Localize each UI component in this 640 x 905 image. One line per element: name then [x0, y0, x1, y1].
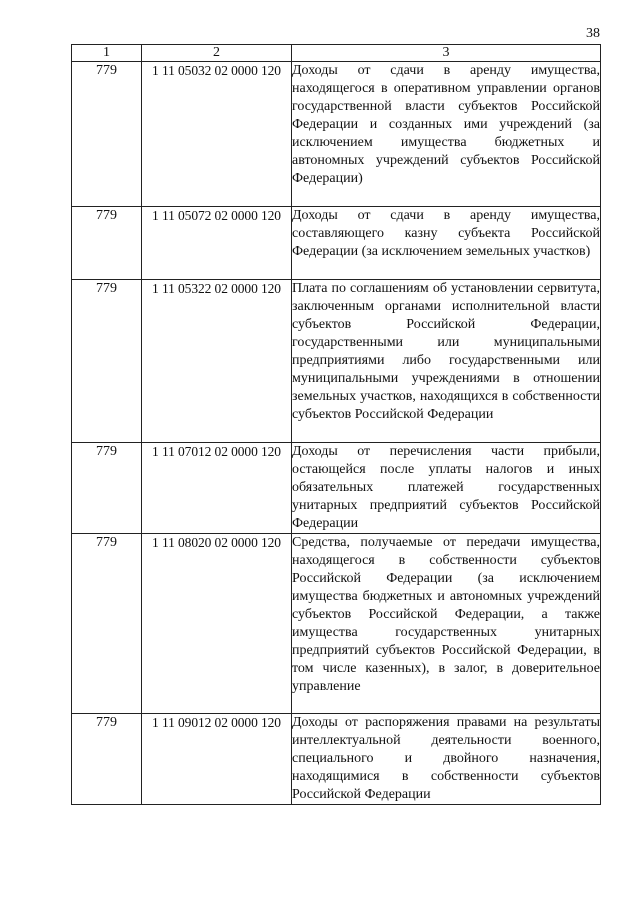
table-row [72, 534, 601, 714]
table-row [72, 714, 601, 805]
column-header-1: 1 [72, 45, 142, 62]
admin-code-cell: 779 [72, 62, 142, 207]
table-row [72, 62, 601, 207]
page-number: 38 [586, 26, 600, 41]
kbk-code-cell: 1 11 09012 02 0000 120 [142, 714, 292, 805]
revenue-description-cell: Доходы от сдачи в аренду имущества, составляющего казну субъекта Российской Федерации (за исключением земельных участков) [292, 207, 601, 280]
kbk-code-cell: 1 11 08020 02 0000 120 [142, 534, 292, 714]
column-header-3: 3 [292, 45, 601, 62]
revenue-description-cell: Доходы от сдачи в аренду имущества, находящегося в оперативном управлении органов государственной власти субъектов Российской Федерации и созданных ими учреждений (за исключением имущества бюджетных и автономных учреждений субъектов Российской Федерации) [292, 62, 601, 207]
column-header-2: 2 [142, 45, 292, 62]
revenue-description-cell: Доходы от перечисления части прибыли, остающейся после уплаты налогов и иных обязательных платежей государственных унитарных предприятий субъектов Российской Федерации [292, 443, 601, 534]
admin-code-cell: 779 [72, 443, 142, 534]
table-row [72, 207, 601, 280]
table-header-row [72, 45, 601, 62]
admin-code-cell: 779 [72, 207, 142, 280]
budget-revenue-table [71, 44, 601, 805]
admin-code-cell: 779 [72, 534, 142, 714]
revenue-description-cell: Средства, получаемые от передачи имущества, находящегося в собственности субъектов Российской Федерации (за исключением имущества бюджетных и автономных учреждений субъектов Российской Федерации, а также имущества государственных унитарных предприятий субъектов Российской Федерации, в том числе казенных), в залог, в доверительное управление [292, 534, 601, 714]
admin-code-cell: 779 [72, 280, 142, 443]
revenue-description-cell: Доходы от распоряжения правами на результаты интеллектуальной деятельности военного, специального и двойного назначения, находящимися в собственности субъектов Российской Федерации [292, 714, 601, 805]
admin-code-cell: 779 [72, 714, 142, 805]
kbk-code-cell: 1 11 05072 02 0000 120 [142, 207, 292, 280]
revenue-description-cell: Плата по соглашениям об установлении сервитута, заключенным органами исполнительной власти субъектов Российской Федерации, государственными или муниципальными предприятиями либо государственными или муниципальными учреждениями в отношении земельных участков, находящихся в собственности субъектов Российской Федерации [292, 280, 601, 443]
table-row [72, 443, 601, 534]
kbk-code-cell: 1 11 05032 02 0000 120 [142, 62, 292, 207]
kbk-code-cell: 1 11 05322 02 0000 120 [142, 280, 292, 443]
kbk-code-cell: 1 11 07012 02 0000 120 [142, 443, 292, 534]
table-row [72, 280, 601, 443]
